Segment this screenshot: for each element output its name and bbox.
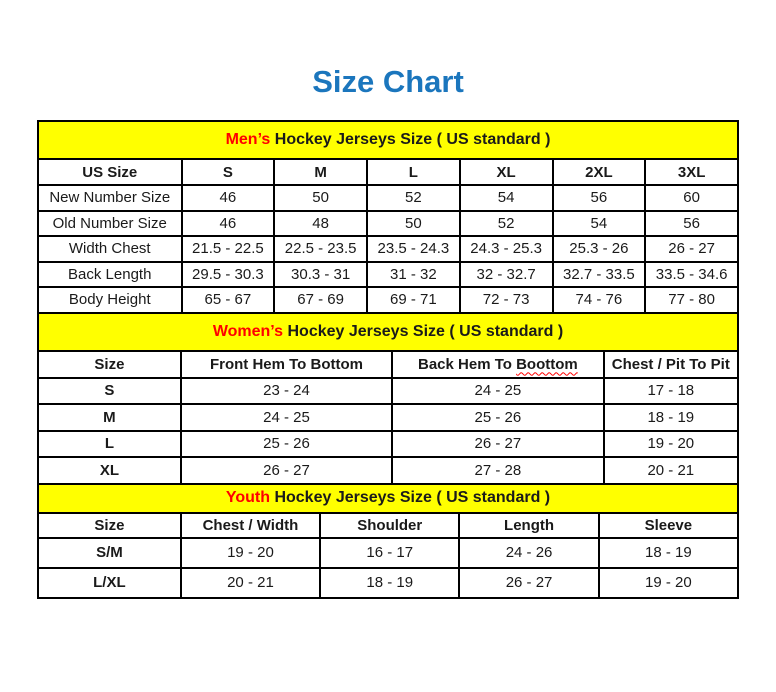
size-value-cell: 20 - 21 — [181, 568, 320, 598]
column-header: Shoulder — [320, 513, 459, 538]
womens-section-heading: Women’s Hockey Jerseys Size ( US standard ) — [38, 313, 738, 351]
column-header: 3XL — [645, 159, 738, 185]
size-value-cell: 65 - 67 — [182, 287, 275, 313]
table-row — [38, 236, 738, 262]
size-value-cell: 26 - 27 — [459, 568, 598, 598]
table-row — [38, 431, 738, 458]
row-label: Width Chest — [38, 236, 182, 262]
row-label: L — [38, 431, 181, 458]
page-title: Size Chart — [312, 64, 464, 99]
size-value-cell: 52 — [367, 185, 460, 211]
column-header: Chest / Pit To Pit — [604, 351, 738, 378]
youth-section-heading: Youth Hockey Jerseys Size ( US standard ) — [38, 484, 738, 513]
size-value-cell: 23.5 - 24.3 — [367, 236, 460, 262]
column-header: S — [182, 159, 275, 185]
size-value-cell: 30.3 - 31 — [274, 262, 367, 288]
mens-size-table — [37, 120, 739, 314]
size-value-cell: 72 - 73 — [460, 287, 553, 313]
row-label: M — [38, 404, 181, 431]
womens-size-table — [37, 312, 739, 485]
size-value-cell: 67 - 69 — [274, 287, 367, 313]
size-value-cell: 25.3 - 26 — [553, 236, 646, 262]
size-value-cell: 29.5 - 30.3 — [182, 262, 275, 288]
size-value-cell: 19 - 20 — [181, 538, 320, 568]
size-value-cell: 23 - 24 — [181, 378, 392, 405]
size-value-cell: 18 - 19 — [599, 538, 738, 568]
size-value-cell: 20 - 21 — [604, 457, 738, 484]
size-value-cell: 19 - 20 — [604, 431, 738, 458]
tables-host — [37, 120, 739, 599]
size-value-cell: 21.5 - 22.5 — [182, 236, 275, 262]
womens-section-heading-row — [38, 313, 738, 351]
size-value-cell: 31 - 32 — [367, 262, 460, 288]
size-value-cell: 56 — [553, 185, 646, 211]
size-value-cell: 26 - 27 — [645, 236, 738, 262]
row-label: Back Length — [38, 262, 182, 288]
mens-section-heading: Men’s Hockey Jerseys Size ( US standard ) — [38, 121, 738, 159]
column-header: US Size — [38, 159, 182, 185]
mens-section-heading-row — [38, 121, 738, 159]
section-heading-highlight: Men’s — [225, 131, 271, 148]
size-value-cell: 27 - 28 — [392, 457, 603, 484]
size-value-cell: 24 - 25 — [392, 378, 603, 405]
table-row — [38, 538, 738, 568]
size-value-cell: 24 - 26 — [459, 538, 598, 568]
row-label: Body Height — [38, 287, 182, 313]
size-value-cell: 26 - 27 — [181, 457, 392, 484]
size-value-cell: 25 - 26 — [392, 404, 603, 431]
size-value-cell: 52 — [460, 211, 553, 237]
column-header: XL — [460, 159, 553, 185]
row-label: S/M — [38, 538, 181, 568]
youth-header-row — [38, 513, 738, 538]
size-value-cell: 22.5 - 23.5 — [274, 236, 367, 262]
womens-header-row — [38, 351, 738, 378]
size-value-cell: 18 - 19 — [320, 568, 459, 598]
size-value-cell: 46 — [182, 185, 275, 211]
size-value-cell: 24 - 25 — [181, 404, 392, 431]
size-value-cell: 69 - 71 — [367, 287, 460, 313]
size-value-cell: 60 — [645, 185, 738, 211]
youth-section-heading-row — [38, 484, 738, 513]
size-value-cell: 50 — [274, 185, 367, 211]
table-row — [38, 262, 738, 288]
column-header: L — [367, 159, 460, 185]
column-header: Front Hem To Bottom — [181, 351, 392, 378]
size-value-cell: 32 - 32.7 — [460, 262, 553, 288]
size-value-cell: 54 — [553, 211, 646, 237]
size-value-cell: 46 — [182, 211, 275, 237]
size-value-cell: 17 - 18 — [604, 378, 738, 405]
table-row — [38, 185, 738, 211]
size-value-cell: 24.3 - 25.3 — [460, 236, 553, 262]
size-value-cell: 56 — [645, 211, 738, 237]
row-label: Old Number Size — [38, 211, 182, 237]
size-value-cell: 19 - 20 — [599, 568, 738, 598]
column-header: Size — [38, 351, 181, 378]
column-header: Back Hem To Boottom — [392, 351, 603, 378]
size-value-cell: 18 - 19 — [604, 404, 738, 431]
row-label: XL — [38, 457, 181, 484]
column-header: Length — [459, 513, 598, 538]
size-value-cell: 25 - 26 — [181, 431, 392, 458]
table-row — [38, 287, 738, 313]
misspelled-word: Boottom — [516, 355, 578, 373]
size-value-cell: 50 — [367, 211, 460, 237]
table-row — [38, 404, 738, 431]
size-value-cell: 33.5 - 34.6 — [645, 262, 738, 288]
row-label: New Number Size — [38, 185, 182, 211]
column-header: 2XL — [553, 159, 646, 185]
column-header: M — [274, 159, 367, 185]
size-value-cell: 26 - 27 — [392, 431, 603, 458]
size-value-cell: 32.7 - 33.5 — [553, 262, 646, 288]
row-label: S — [38, 378, 181, 405]
size-value-cell: 16 - 17 — [320, 538, 459, 568]
column-header: Chest / Width — [181, 513, 320, 538]
table-row — [38, 568, 738, 598]
size-value-cell: 54 — [460, 185, 553, 211]
section-heading-highlight: Women’s — [212, 322, 284, 340]
table-row — [38, 211, 738, 237]
column-header: Sleeve — [599, 513, 738, 538]
table-row — [38, 378, 738, 405]
section-heading-highlight: Youth — [225, 489, 270, 506]
size-value-cell: 77 - 80 — [645, 287, 738, 313]
table-row — [38, 457, 738, 484]
column-header: Size — [38, 513, 181, 538]
youth-size-table — [37, 483, 739, 599]
size-value-cell: 48 — [274, 211, 367, 237]
mens-header-row — [38, 159, 738, 185]
row-label: L/XL — [38, 568, 181, 598]
size-value-cell: 74 - 76 — [553, 287, 646, 313]
